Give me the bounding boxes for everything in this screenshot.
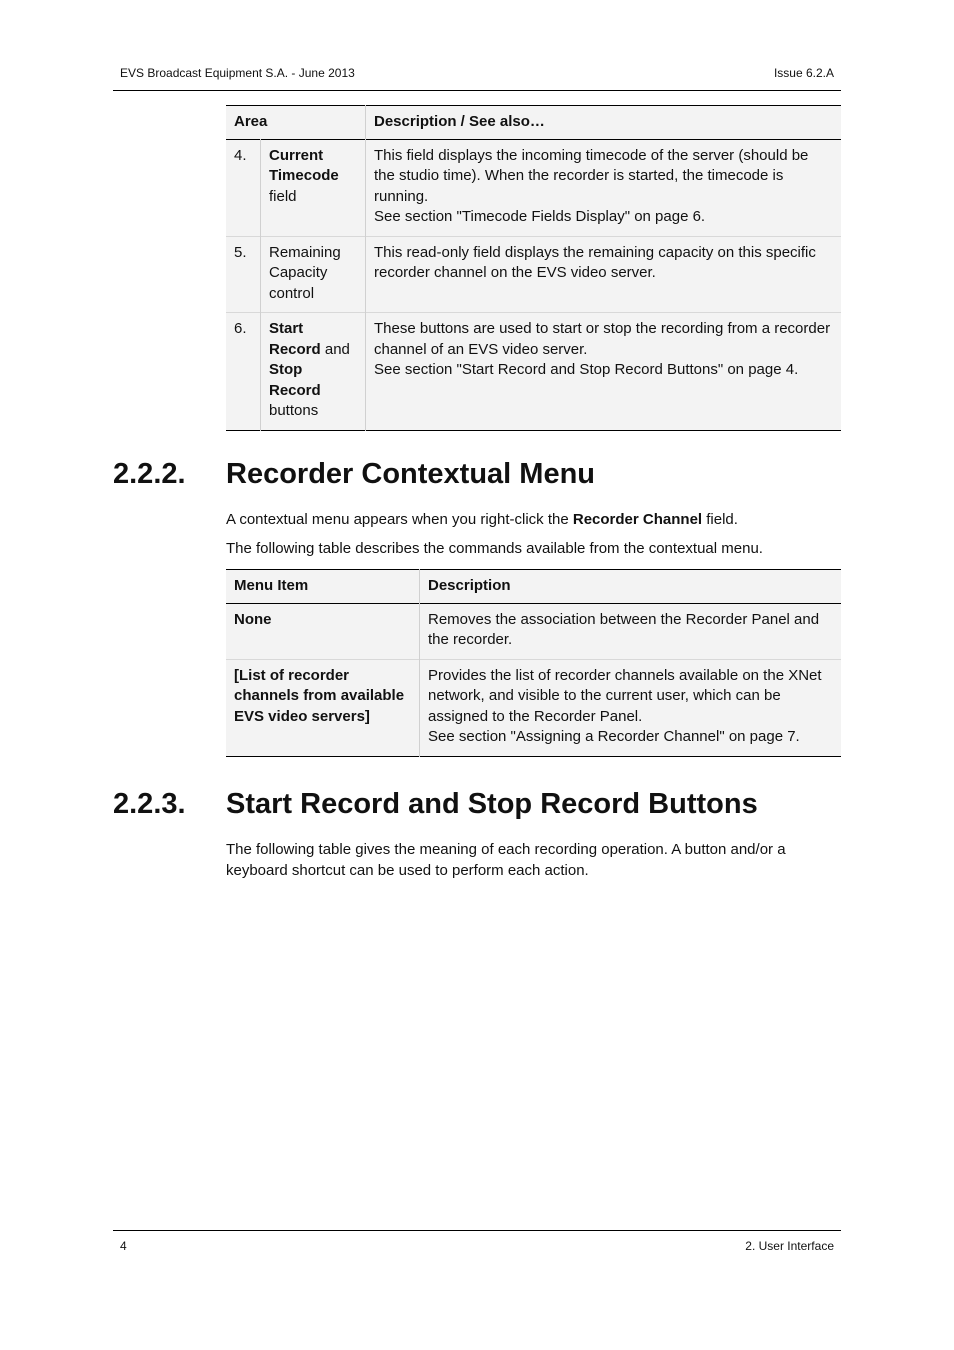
- footer-chapter: 2. User Interface: [745, 1239, 834, 1253]
- description-text: These buttons are used to start or stop the recording from a recorder channel of an EVS video server.: [374, 320, 831, 358]
- table-row: [226, 313, 841, 431]
- description-cell: [366, 139, 842, 236]
- row-number: 5.: [226, 236, 261, 313]
- area-cell: [261, 313, 366, 431]
- header-publisher: EVS Broadcast Equipment S.A. - June 2013: [120, 66, 355, 80]
- section-title: Recorder Contextual Menu: [226, 458, 595, 490]
- intro-text: field.: [702, 511, 738, 528]
- area-bold-text: Current Timecode: [269, 146, 339, 184]
- column-header-description: Description / See also…: [366, 106, 842, 140]
- column-header-description: Description: [420, 570, 842, 604]
- see-also-text: See section "Assigning a Recorder Channel" on page 7.: [428, 728, 800, 745]
- table-row: [226, 603, 841, 659]
- see-also-text: See section "Timecode Fields Display" on page 6.: [374, 208, 706, 225]
- section-number: 2.2.3.: [113, 788, 186, 820]
- menu-items-table: [226, 569, 841, 757]
- row-number: 6.: [226, 313, 261, 431]
- body-paragraph: The following table gives the meaning of each recording operation. A button and/or a keyboard shortcut can be used to perform each action.: [226, 841, 786, 879]
- description-text: This read-only field displays the remaining capacity on this specific recorder channel on the EVS video server.: [374, 243, 816, 281]
- table-header-row: [226, 106, 841, 140]
- column-header-menu-item: Menu Item: [226, 570, 420, 604]
- description-cell: [420, 603, 842, 659]
- area-text: field: [269, 187, 297, 205]
- table-row: [226, 659, 841, 756]
- section-title: Start Record and Stop Record Buttons: [226, 788, 758, 820]
- menu-item-cell: None: [226, 603, 420, 659]
- description-text: Provides the list of recorder channels available on the XNet network, and visible to the current user, which can be assigned to the Recorder Panel.: [428, 666, 822, 725]
- section-number: 2.2.2.: [113, 458, 186, 490]
- area-text: buttons: [269, 402, 319, 419]
- intro-paragraph: [226, 509, 841, 530]
- description-text: This field displays the incoming timecode of the server (should be the studio time). When the recorder is started, the timecode is running.: [374, 146, 809, 205]
- table-header-row: [226, 570, 841, 604]
- description-cell: [366, 236, 842, 313]
- table-row: [226, 139, 841, 236]
- area-text: and: [320, 340, 350, 358]
- menu-item-cell: [List of recorder channels from available EVS video servers]: [226, 659, 420, 756]
- area-bold-text: Stop Record: [269, 361, 321, 399]
- area-bold-text: Start Record: [269, 320, 321, 358]
- intro-text: A contextual menu appears when you right-click the: [226, 511, 573, 528]
- row-number: 4.: [226, 139, 261, 236]
- table-row: [226, 236, 841, 313]
- page-number: 4: [120, 1239, 127, 1253]
- area-cell: [261, 139, 366, 236]
- description-cell: [366, 313, 842, 431]
- description-cell: [420, 659, 842, 756]
- page-footer: [113, 1230, 841, 1257]
- area-description-table: [226, 105, 841, 431]
- intro-bold-text: Recorder Channel: [572, 511, 703, 528]
- see-also-text: See section "Start Record and Stop Record Buttons" on page 4.: [374, 361, 799, 378]
- page-header: [113, 64, 841, 91]
- header-issue: Issue 6.2.A: [773, 66, 834, 80]
- description-text: Removes the association between the Recorder Panel and the recorder.: [428, 610, 820, 648]
- area-cell: Remaining Capacity control: [261, 236, 366, 313]
- column-header-area: Area: [226, 106, 366, 140]
- intro-paragraph-2: The following table describes the commands available from the contextual menu.: [226, 540, 763, 557]
